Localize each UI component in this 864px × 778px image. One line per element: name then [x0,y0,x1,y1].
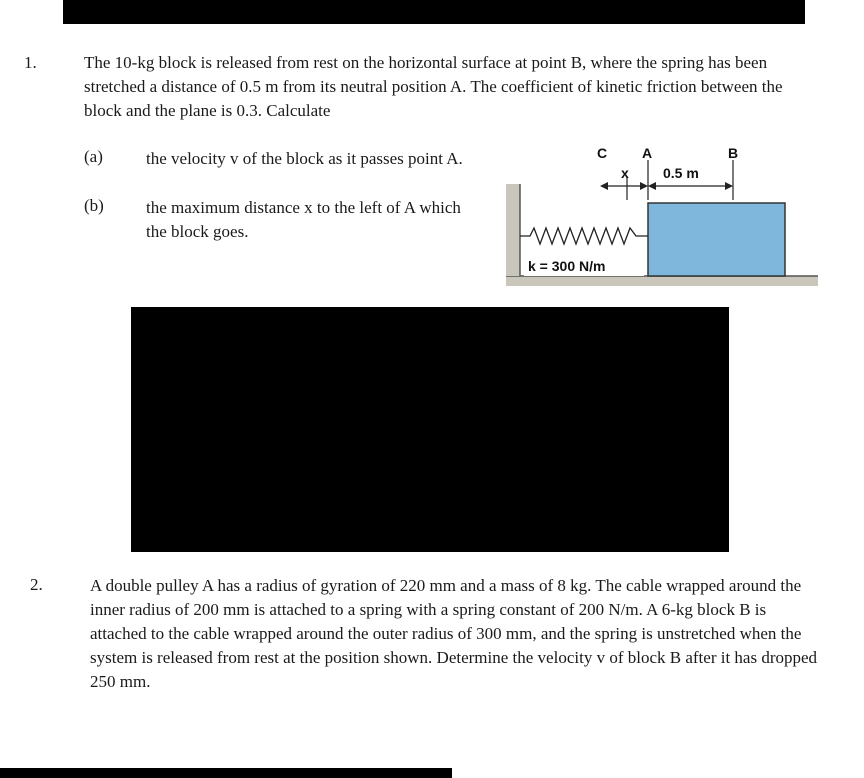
ground [506,276,818,286]
part-a-label: (a) [84,147,103,166]
problem-2-number: 2. [30,575,43,594]
point-a-label: A [642,145,653,161]
problem-1-statement: The 10-kg block is released from rest on the horizontal surface at point B, where the spring has been stretched a distance of 0.5 m from its neutral position A. The coefficient of kinetic friction between the block and the plane is 0.3. Calculate [84,53,783,120]
wall [506,184,520,276]
distance-label: 0.5 m [663,165,699,181]
redaction-bar-bottom [0,768,452,778]
spring [520,228,648,244]
part-a-text: the velocity v of the block as it passes point A. [146,149,463,168]
redaction-bar-top [63,0,805,24]
spring-constant-label: k = 300 N/m [528,258,606,274]
problem-1-number: 1. [24,53,37,72]
point-b-label: B [728,145,739,161]
part-b-label: (b) [84,196,104,215]
problem-2-statement: A double pulley A has a radius of gyration of 220 mm and a mass of 8 kg. The cable wrapped around the inner radius of 200 mm is attached to a spring with a spring constant of 200 N/m. A 6-kg block B is attached to the cable wrapped around the outer radius of 300 mm, and the spring is unstretched when the system is released from rest at the position shown. Determine the velocity v of block B after it has dropped 250 mm. [90,576,818,691]
redaction-box-middle [131,307,729,552]
block [648,203,785,276]
spring-block-figure [506,140,818,292]
part-b-text: the maximum distance x to the left of A which the block goes. [146,198,461,241]
x-label: x [621,165,629,181]
point-c-label: C [597,145,608,161]
